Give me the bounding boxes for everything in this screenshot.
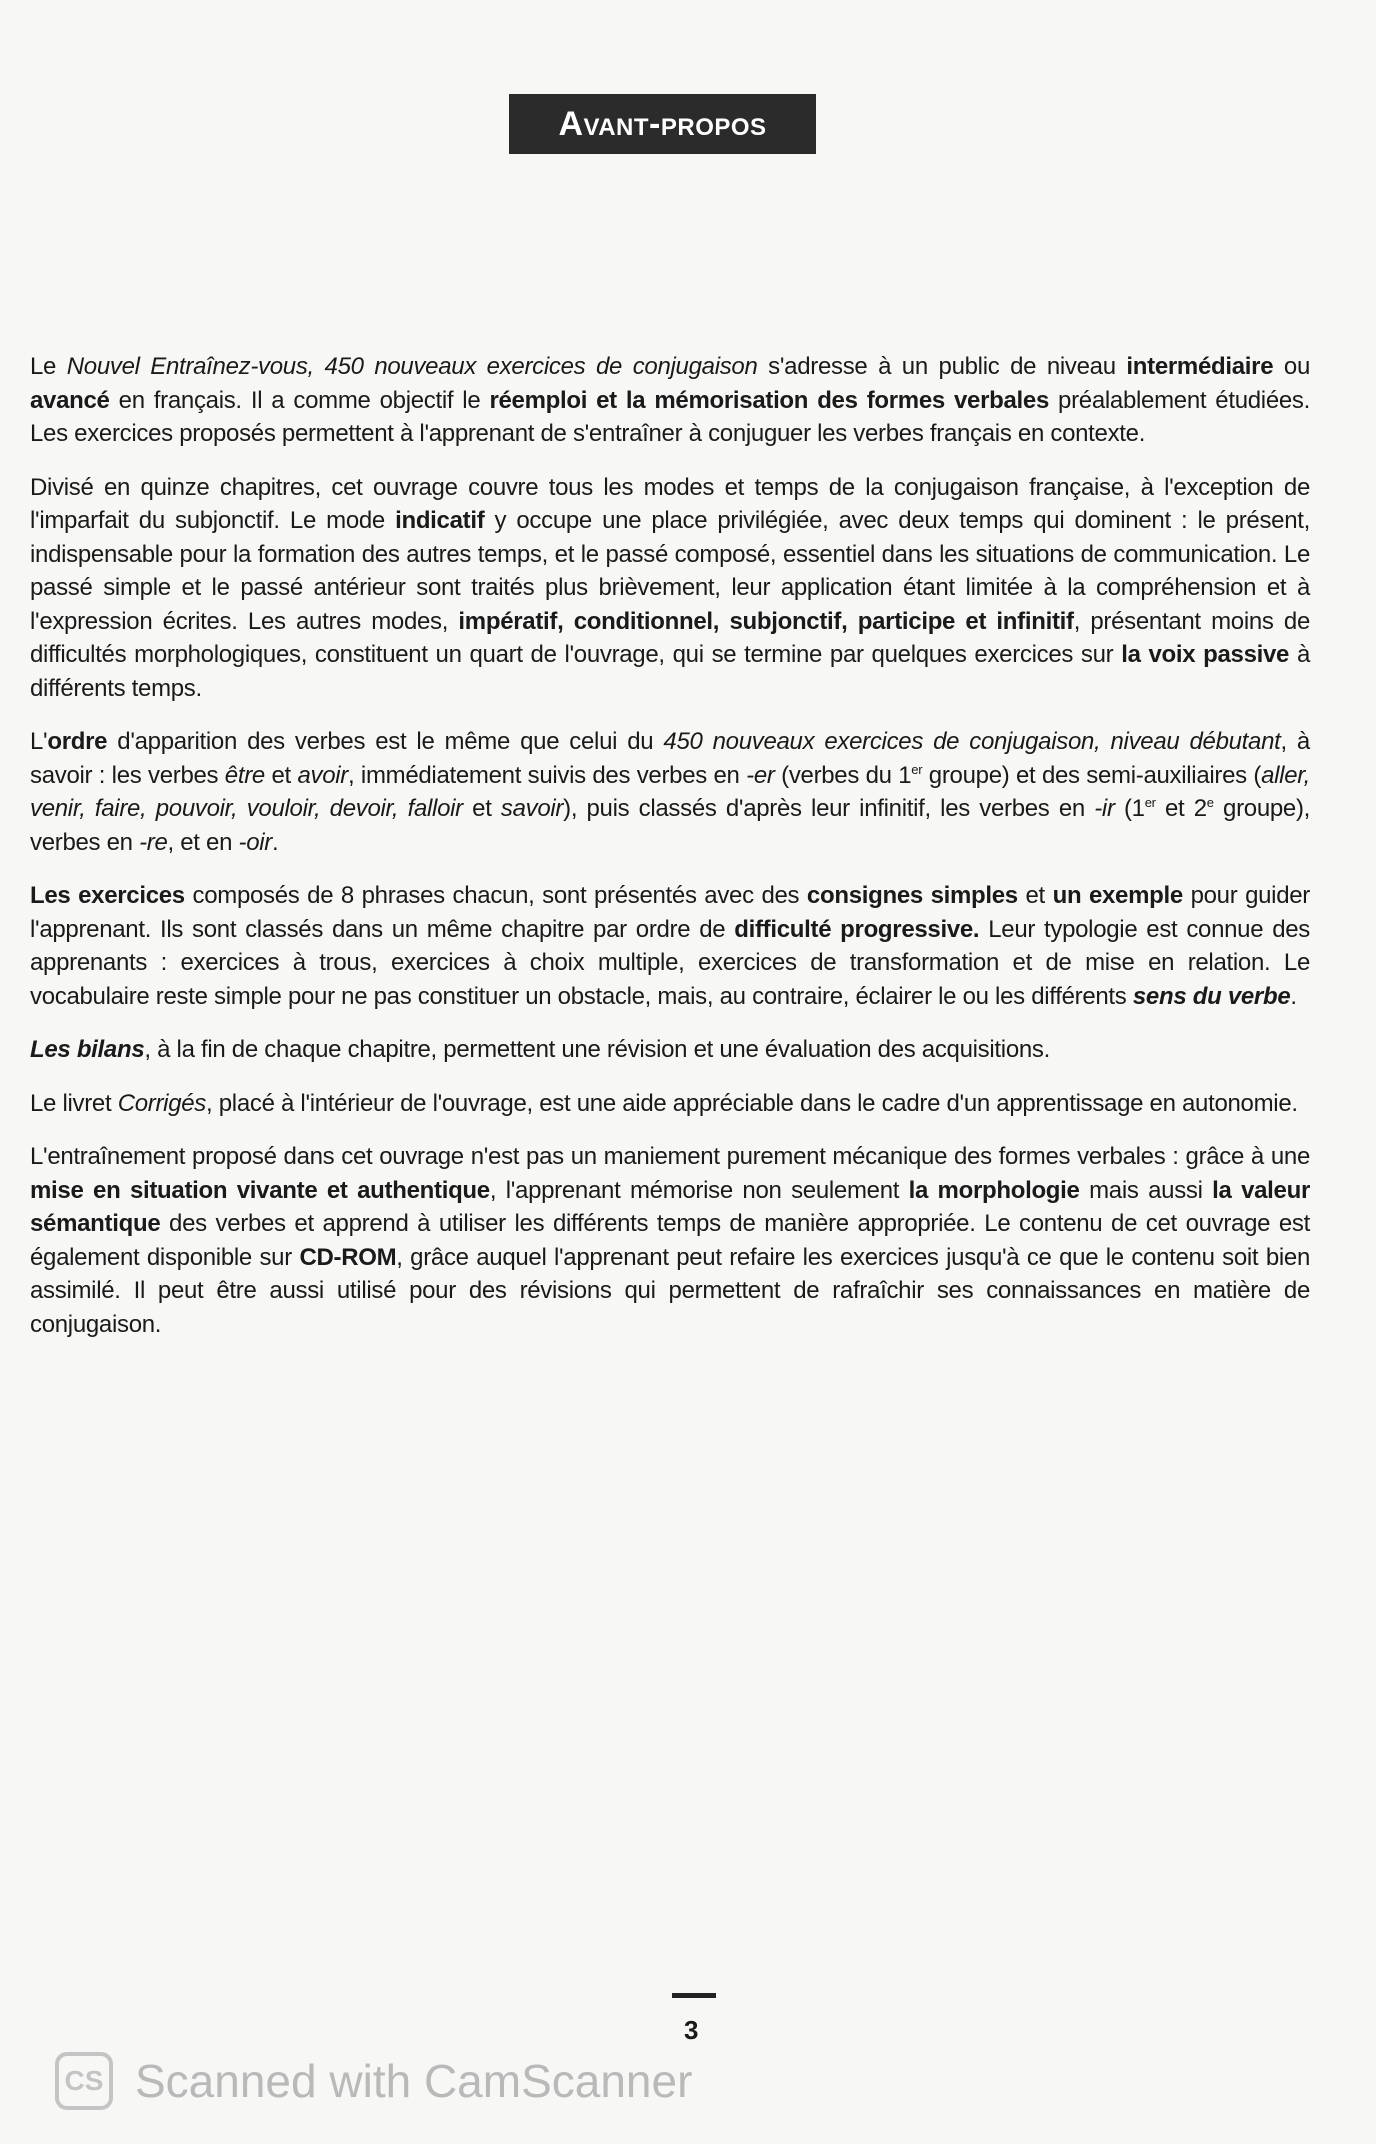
text-run: composés de 8 phrases chacun, sont présentés avec des xyxy=(184,882,807,909)
text-run: groupe), verbes en xyxy=(30,795,1311,856)
bold-text: ordre xyxy=(47,728,108,755)
page-number-rule xyxy=(672,1993,716,1998)
text-run: Leur typologie est connue des apprenants : exercices à trous, exercices à choix multiple, exercices de transformation et de mise en relation. Le vocabulaire reste simple pour ne pas constituer un obstacle, mais, au contraire, éclairer le ou les différents xyxy=(30,915,1310,1010)
italic-text: Corrigés xyxy=(117,1089,207,1117)
bold-text: un exemple xyxy=(1052,882,1183,909)
text-run: (verbes du 1 xyxy=(774,761,912,789)
paragraph xyxy=(30,1140,1310,1341)
paragraph xyxy=(30,879,1310,1013)
italic-text: avoir xyxy=(297,761,348,789)
text-run: , à savoir : les verbes xyxy=(30,728,1310,789)
bold-italic-text: sens du verbe xyxy=(1132,982,1291,1010)
bold-text: intermédiaire xyxy=(1126,353,1274,380)
camscanner-logo-icon: CS xyxy=(55,2052,113,2110)
text-run: Divisé en quinze chapitres, cet ouvrage couvre tous les modes et temps de la conjugaison française, à l'exception de l'imparfait du subjonctif. Le mode xyxy=(30,473,1310,534)
text-run: et xyxy=(1017,882,1053,909)
superscript: er xyxy=(911,761,923,777)
text-run: mais aussi xyxy=(1079,1176,1213,1204)
text-run: des verbes et apprend à utiliser les différents temps de manière appropriée. Le contenu de cet ouvrage est également disponible sur xyxy=(30,1210,1310,1271)
text-run: , placé à l'intérieur de l'ouvrage, est une aide appréciable dans le cadre d'un apprentissage en autonomie. xyxy=(206,1089,1298,1117)
bold-text: CD-ROM xyxy=(299,1243,397,1271)
text-run: préalablement étudiées. Les exercices proposés permettent à l'apprenant de s'entraîner à conjuguer les verbes français en contexte. xyxy=(30,386,1310,447)
text-run: pour guider l'apprenant. Ils sont classés dans un même chapitre par ordre de xyxy=(30,882,1310,943)
page-title: Avant-propos xyxy=(509,94,816,154)
superscript: er xyxy=(1144,795,1156,810)
italic-text: -er xyxy=(746,761,775,789)
italic-text: aller, venir, faire, pouvoir, vouloir, devoir, falloir xyxy=(30,761,1310,822)
text-run: , l'apprenant mémorise non seulement xyxy=(489,1176,909,1204)
bold-text: la morphologie xyxy=(908,1176,1080,1204)
text-run: Le livret xyxy=(30,1089,118,1117)
bold-text: avancé xyxy=(30,386,110,414)
paragraph xyxy=(30,1087,1310,1121)
bold-text: la voix passive xyxy=(1121,641,1290,668)
camscanner-watermark xyxy=(55,2052,692,2110)
superscript: e xyxy=(1206,795,1214,810)
paragraph xyxy=(30,471,1310,706)
bold-text: consignes simples xyxy=(806,882,1018,909)
italic-text: savoir xyxy=(500,795,564,822)
text-run: s'adresse à un public de niveau xyxy=(757,353,1127,380)
text-run: groupe) et des semi-auxiliaires ( xyxy=(922,761,1262,789)
paragraph xyxy=(30,725,1310,859)
italic-text: -oir xyxy=(238,828,272,856)
page-number: 3 xyxy=(684,2015,699,2045)
bold-text: mise en situation vivante et authentique xyxy=(30,1176,490,1204)
italic-text: 450 nouveaux exercices de conjugaison, niveau débutant xyxy=(663,728,1281,755)
text-run: , immédiatement suivis des verbes en xyxy=(348,761,747,789)
bold-italic-text: Les bilans xyxy=(30,1036,145,1063)
bold-text: difficulté progressive. xyxy=(734,915,980,943)
paragraph xyxy=(30,350,1310,451)
text-run: en français. Il a comme objectif le xyxy=(109,386,490,414)
text-run: , à la fin de chaque chapitre, permettent une révision et une évaluation des acquisitions. xyxy=(144,1036,1050,1063)
italic-text: -re xyxy=(139,828,168,856)
italic-text: -ir xyxy=(1094,795,1115,822)
text-run: ), puis classés d'après leur infinitif, les verbes en xyxy=(563,795,1095,822)
foreword-body xyxy=(30,350,1310,1361)
text-run: . xyxy=(1290,982,1297,1010)
text-run: L'entraînement proposé dans cet ouvrage n'est pas un maniement purement mécanique des formes verbales : grâce à une xyxy=(30,1143,1310,1170)
paragraph xyxy=(30,1033,1310,1067)
text-run: Le xyxy=(30,353,67,380)
bold-text: réemploi et la mémorisation des formes verbales xyxy=(489,386,1049,414)
text-run: à différents temps. xyxy=(30,641,1310,702)
bold-text: la valeur sémantique xyxy=(30,1176,1310,1237)
text-run: , et en xyxy=(167,828,239,856)
text-run: L' xyxy=(30,728,48,755)
bold-text: impératif, conditionnel, subjonctif, participe et infinitif xyxy=(458,607,1074,635)
text-run: , grâce auquel l'apprenant peut refaire les exercices jusqu'à ce que le contenu soit bien assimilé. Il peut être aussi utilisé pour des révisions qui permettent de rafraîchir ses connaissances en matière de conjugaison. xyxy=(30,1243,1310,1338)
text-run: d'apparition des verbes est le même que celui du xyxy=(107,728,664,755)
text-run: , présentant moins de difficultés morphologiques, constituent un quart de l'ouvrage, qui se termine par quelques exercices sur xyxy=(30,607,1310,668)
text-run: ou xyxy=(1273,353,1310,380)
italic-text: Nouvel Entraînez-vous, 450 nouveaux exercices de conjugaison xyxy=(66,353,758,380)
text-run: y occupe une place privilégiée, avec deux temps qui dominent : le présent, indispensable pour la formation des autres temps, et le passé composé, essentiel dans les situations de communication. Le passé simple et le passé antérieur sont traités plus brièvement, leur application étant limitée à la compréhension et à l'expression écrites. Les autres modes, xyxy=(30,507,1310,635)
italic-text: être xyxy=(224,761,265,789)
text-run: et xyxy=(264,761,298,789)
text-run: et xyxy=(462,795,501,822)
text-run: et 2 xyxy=(1155,795,1207,822)
bold-text: Les exercices xyxy=(30,882,185,909)
watermark-text: Scanned with CamScanner xyxy=(135,2055,693,2107)
bold-text: indicatif xyxy=(395,507,485,534)
text-run: (1 xyxy=(1114,795,1145,822)
text-run: . xyxy=(271,828,279,856)
